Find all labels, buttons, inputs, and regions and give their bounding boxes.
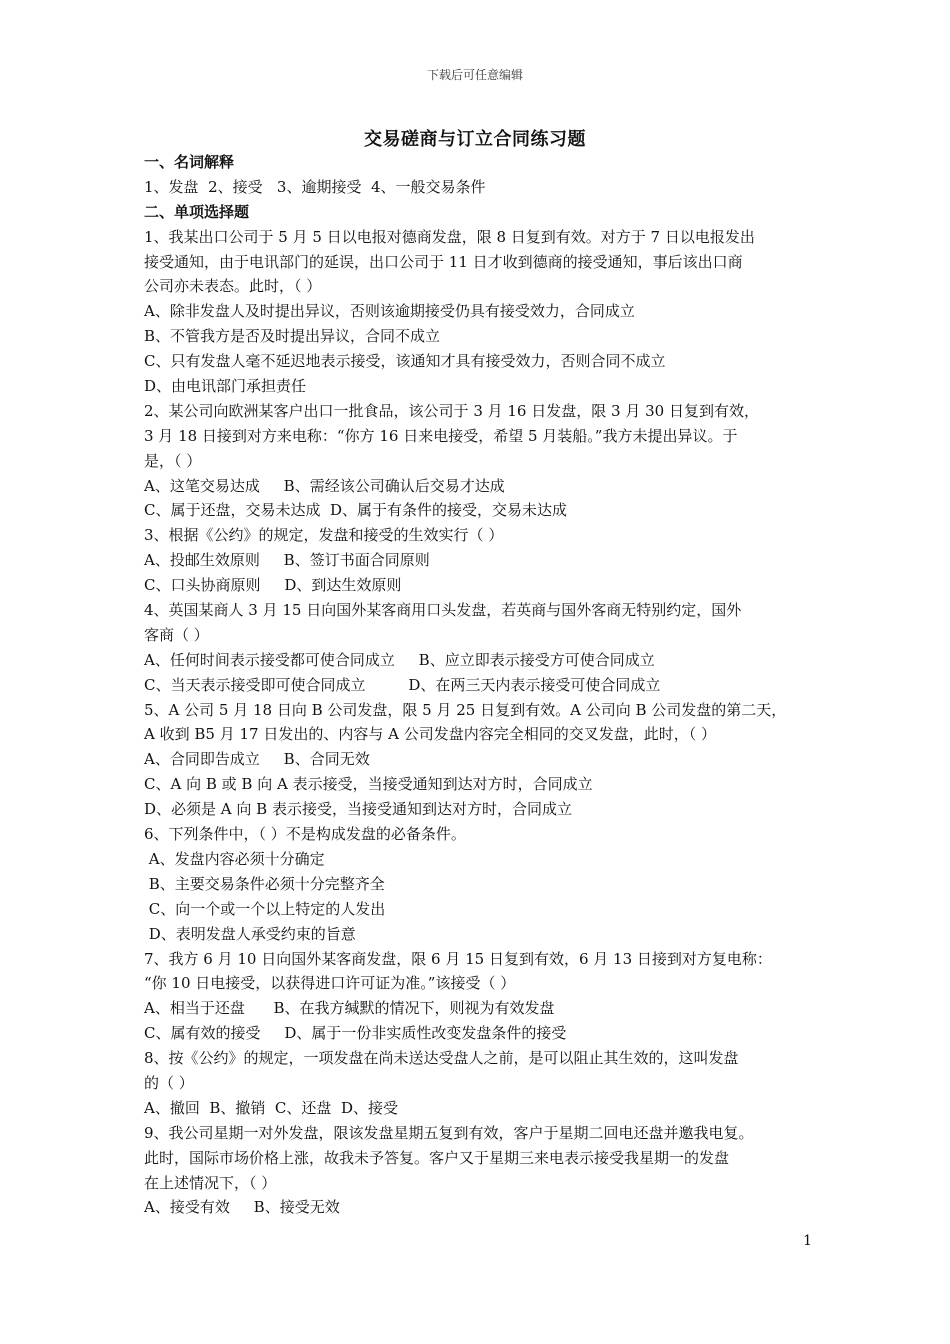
text-line: A、投邮生效原则 B、签订书面合同原则 [144,551,430,570]
document-body [144,150,824,1220]
text-line: 3、根据《公约》的规定，发盘和接受的生效实行（ ） [144,526,504,545]
text-line: C、A 向 B 或 B 向 A 表示接受，当接受通知到达对方时，合同成立 [144,775,593,794]
text-line: C、向一个或一个以上特定的人发出 [144,899,386,918]
text-line: B、主要交易条件必须十分完整齐全 [144,874,385,893]
text-line: 的（ ） [144,1073,194,1092]
text-line: 在上述情况下，（ ） [144,1173,277,1192]
text-line: D、由电讯部门承担责任 [144,377,307,396]
document-title: 交易磋商与订立合同练习题 [364,129,586,150]
text-line: 接受通知，由于电讯部门的延误，出口公司于 11 日才收到德商的接受通知，事后该出口商 [144,252,743,271]
text-line: 客商（ ） [144,625,209,644]
section-heading: 二、单项选择题 [144,202,250,221]
text-line: “你 10 日电接受，以获得进口许可证为准。”该接受（ ） [144,974,516,993]
text-line: A、任何时间表示接受都可使合同成立 B、应立即表示接受方可使合同成立 [144,650,655,669]
text-line: A、合同即告成立 B、合同无效 [144,750,370,769]
text-line: 公司亦未表态。此时，（ ） [144,277,322,296]
text-line: 1、发盘 2、接受 3、逾期接受 4、一般交易条件 [144,177,486,196]
text-line: 是，（ ） [144,451,202,470]
text-line: A、除非发盘人及时提出异议，否则该逾期接受仍具有接受效力，合同成立 [144,302,635,321]
text-line: 此时，国际市场价格上涨，故我未予答复。客户又于星期三来电表示接受我星期一的发盘 [144,1148,730,1167]
text-line: 3 月 18 日接到对方来电称：“你方 16 日来电接受，希望 5 月装船。”我方未提出异议。于 [144,426,738,445]
text-line: C、属于还盘，交易未达成 D、属于有条件的接受，交易未达成 [144,501,568,520]
text-line: A、接受有效 B、接受无效 [144,1198,340,1217]
text-line: C、只有发盘人毫不延迟地表示接受，该通知才具有接受效力，否则合同不成立 [144,352,666,371]
text-line: 8、按《公约》的规定，一项发盘在尚未送达受盘人之前，是可以阻止其生效的，这叫发盘 [144,1049,739,1068]
text-line: 5、A 公司 5 月 18 日向 B 公司发盘，限 5 月 25 日复到有效。A 公司向 B 公司发盘的第二天， [144,700,787,719]
text-line: 2、某公司向欧洲某客户出口一批食品，该公司于 3 月 16 日发盘，限 3 月 30 日复到有效， [144,401,759,420]
text-line: A 收到 B5 月 17 日发出的、内容与 A 公司发盘内容完全相同的交叉发盘，此时，（ ） [144,725,716,744]
text-line: A、相当于还盘 B、在我方缄默的情况下，则视为有效发盘 [144,999,555,1018]
text-line: A、这笔交易达成 B、需经该公司确认后交易才达成 [144,476,505,495]
text-line: A、发盘内容必须十分确定 [144,849,325,868]
page-header: 下载后可任意编辑 [426,68,523,82]
page-number: 1 [803,1233,812,1249]
text-line: 6、下列条件中，（ ）不是构成发盘的必备条件。 [144,825,466,844]
text-line: 4、英国某商人 3 月 15 日向国外某客商用口头发盘，若英商与国外客商无特别约定，国外 [144,601,742,620]
text-line: C、属有效的接受 D、属于一份非实质性改变发盘条件的接受 [144,1024,567,1043]
text-line: D、表明发盘人承受约束的旨意 [144,924,356,943]
text-line: 1、我某出口公司于 5 月 5 日以电报对德商发盘，限 8 日复到有效。对方于 7 日以电报发出 [144,227,755,246]
section-heading: 一、名词解释 [144,153,235,171]
text-line: A、撤回 B、撤销 C、还盘 D、接受 [144,1098,398,1117]
text-line: 9、我公司星期一对外发盘，限该发盘星期五复到有效，客户于星期二回电还盘并邀我电复。 [144,1123,754,1142]
text-line: C、口头协商原则 D、到达生效原则 [144,576,402,595]
text-line: 7、我方 6 月 10 日向国外某客商发盘，限 6 月 15 日复到有效，6 月 13 日接到对方复电称： [144,949,772,968]
text-line: B、不管我方是否及时提出异议，合同不成立 [144,327,441,346]
text-line: D、必须是 A 向 B 表示接受，当接受通知到达对方时，合同成立 [144,800,572,819]
text-line: C、当天表示接受即可使合同成立 D、在两三天内表示接受可使合同成立 [144,675,661,694]
